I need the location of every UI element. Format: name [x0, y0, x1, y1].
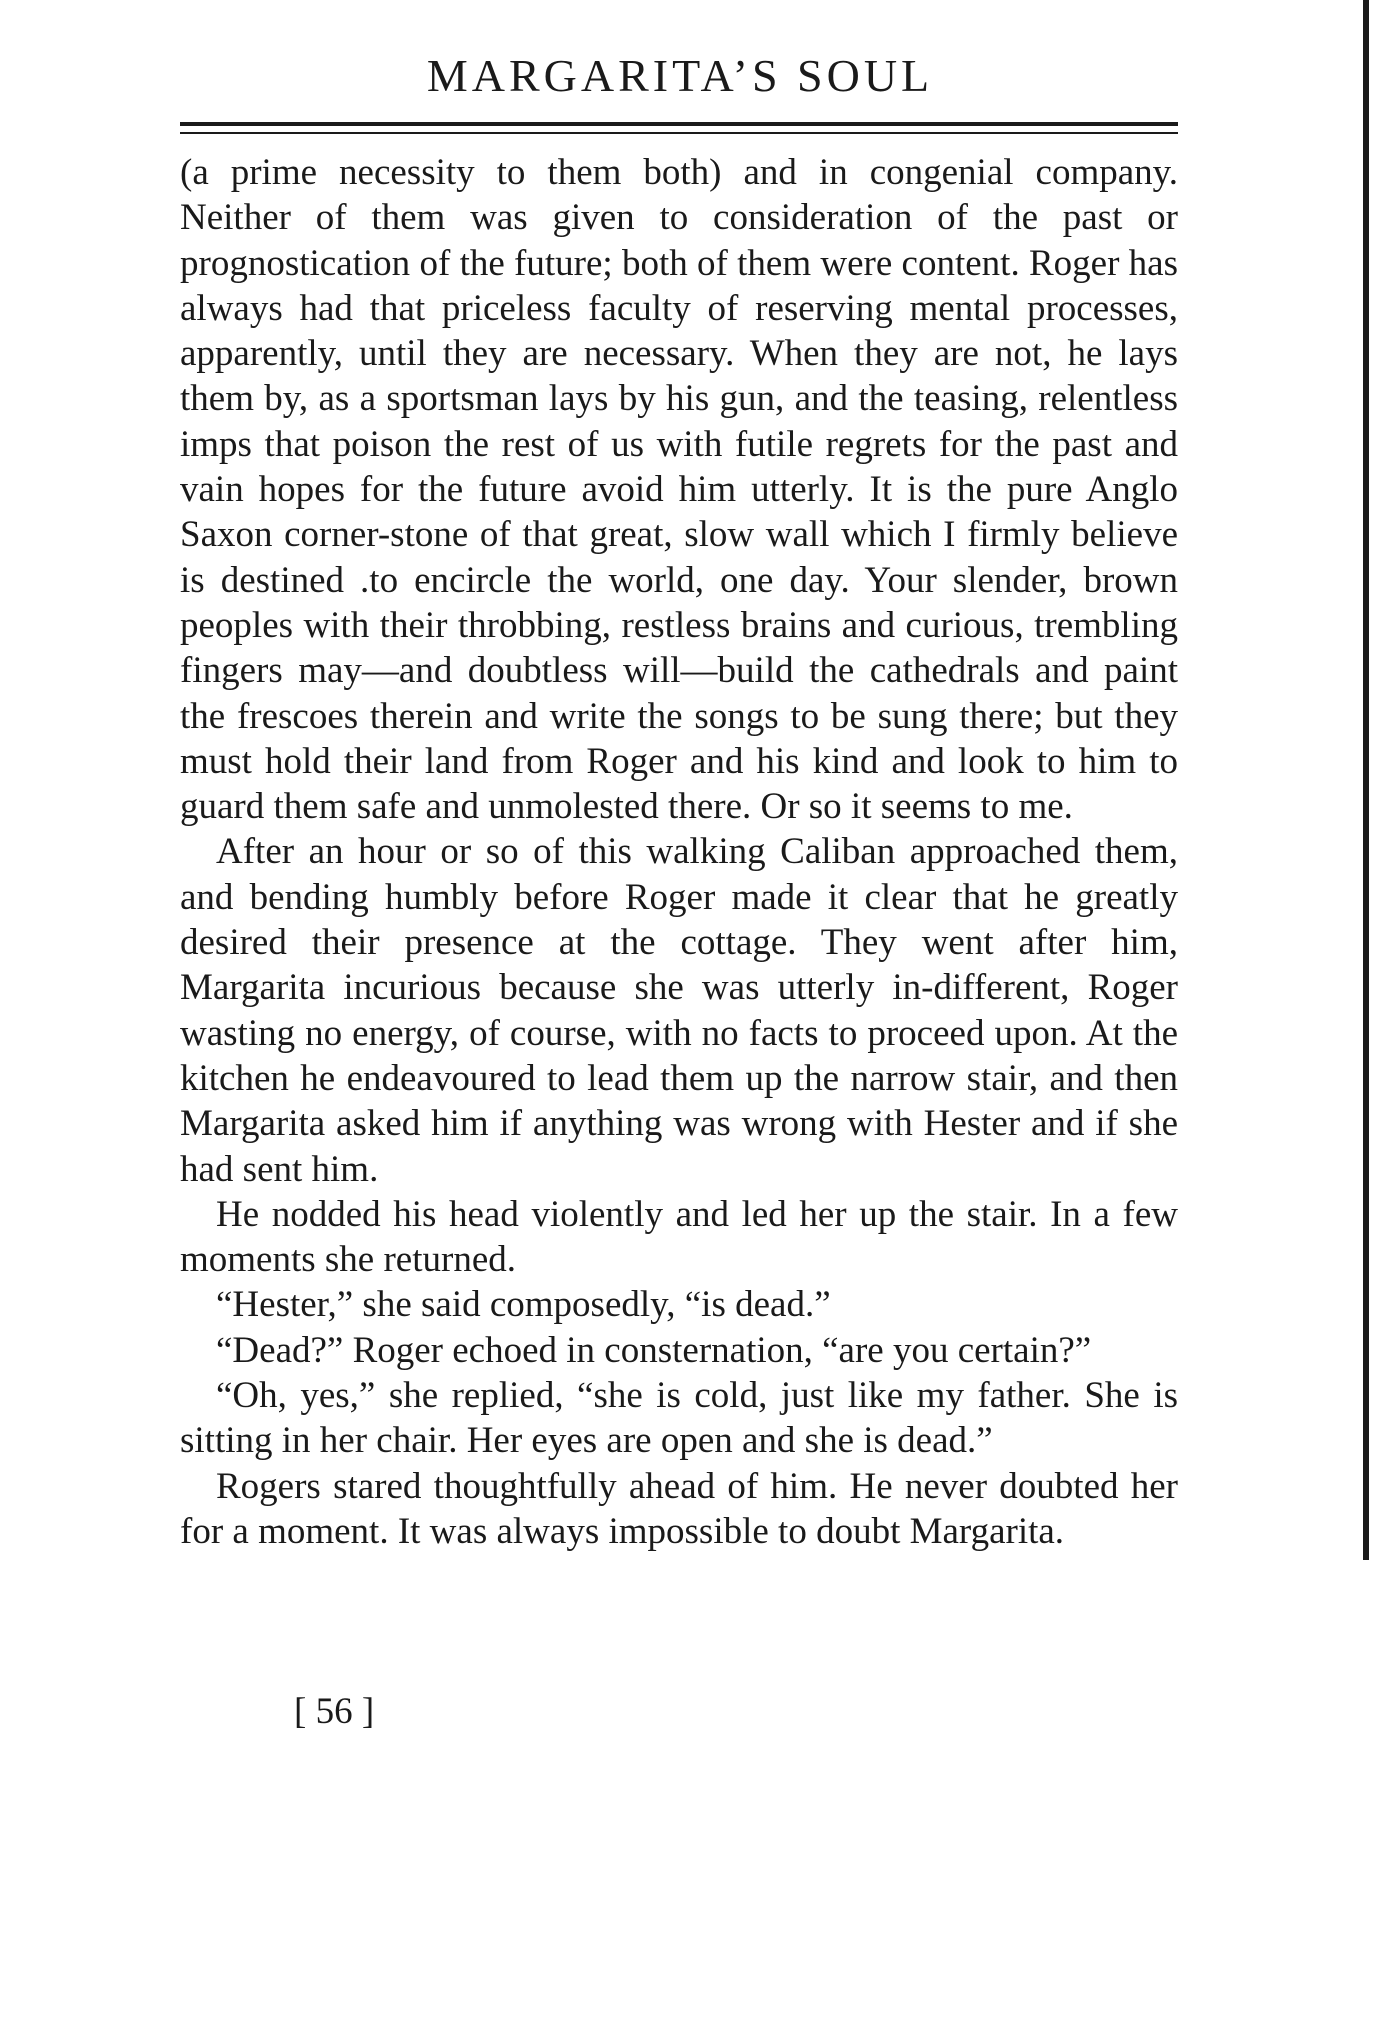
paragraph-3: He nodded his head violently and led her up the stair. In a few moments she returned.	[180, 1193, 1178, 1281]
body-text	[180, 150, 1178, 1554]
paragraph-2: After an hour or so of this walking Caliban approached them, and bending humbly before Roger made it clear that he greatly desired their presence at the cottage. They went after him, Margarita incurious because she was utterly in-different, Roger wasting no energy, of course, with no facts to proceed upon. At the kitchen he endeavoured to lead them up the narrow stair, and then Margarita asked him if anything was wrong with Hester and if she had sent him.	[180, 831, 1178, 1190]
header-rule-thin	[180, 132, 1178, 134]
page-number: [ 56 ]	[294, 1691, 375, 1732]
paragraph-6: “Oh, yes,” she replied, “she is cold, just like my father. She is sitting in her chair. Her eyes are open and she is dead.”	[180, 1375, 1178, 1462]
running-title: MARGARITA’S SOUL	[426, 50, 934, 101]
header-rule-thick	[180, 122, 1178, 126]
page-edge-shadow	[1363, 0, 1369, 1560]
paragraph-7: Rogers stared thoughtfully ahead of him. He never doubted her for a moment. It was always impossible to doubt Margarita.	[180, 1465, 1178, 1552]
paragraph-5: “Dead?” Roger echoed in consternation, “are you certain?”	[216, 1329, 1092, 1371]
paragraph-1: (a prime necessity to them both) and in congenial company. Neither of them was given to consideration of the past or prognostication of the future; both of them were content. Roger has always had that priceless faculty of reserving mental processes, apparently, until they are necessary. When they are not, he lays them by, as a sportsman lays by his gun, and the teasing, relentless imps that poison the rest of us with futile regrets for the past and vain hopes for the future avoid him utterly. It is the pure Anglo Saxon corner-stone of that great, slow wall which I firmly believe is destined .to encircle the world, one day. Your slender, brown peoples with their throbbing, restless brains and curious, trembling fingers may—and doubtless will—build the cathedrals and paint the frescoes therein and write the songs to be sung there; but they must hold their land from Roger and his kind and look to him to guard them safe and unmolested there. Or so it seems to me.	[180, 152, 1178, 828]
paragraph-4: “Hester,” she said composedly, “is dead.”	[216, 1284, 831, 1326]
